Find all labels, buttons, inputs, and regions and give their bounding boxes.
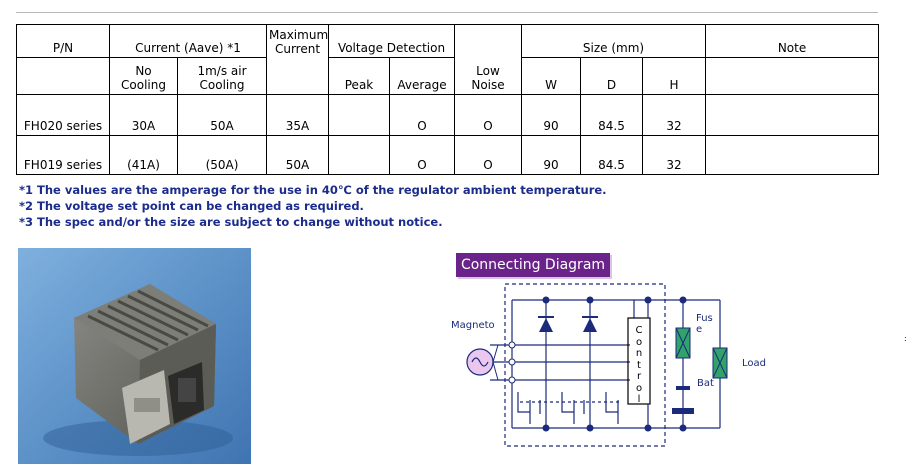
header-w: W [522,58,581,95]
header-air-cooling: 1m/s air Cooling [178,58,267,95]
bat-label: Bat [697,378,714,389]
cell-no-cooling: 30A [110,95,178,136]
cell-average: O [390,136,455,175]
header-d: D [581,58,643,95]
diagram-title: Connecting Diagram [456,253,610,277]
connecting-diagram [440,250,770,464]
cell-d: 84.5 [581,95,643,136]
magneto-label: Magneto [451,320,495,331]
product-photo [18,248,251,464]
header-low-noise-top [455,25,522,58]
header-voltage-detection: Voltage Detection [329,25,455,58]
cell-air-cooling: (50A) [178,136,267,175]
cell-note [706,95,879,136]
cell-d: 84.5 [581,136,643,175]
table-row [17,136,879,175]
battery-icon [676,386,690,390]
cell-average: O [390,95,455,136]
top-rule [16,12,878,13]
header-no-cooling: No Cooling [110,58,178,95]
cell-air-cooling: 50A [178,95,267,136]
cell-w: 90 [522,136,581,175]
header-peak: Peak [329,58,390,95]
diode [583,318,597,332]
cell-max-current: 50A [267,136,329,175]
cell-pn: FH019 series [17,136,110,175]
header-h: H [643,58,706,95]
cell-peak [329,136,390,175]
diode [539,318,553,332]
header-note-sub [706,58,879,95]
cell-h: 32 [643,136,706,175]
fuse-label: Fus e [696,313,713,335]
load-label: Load [742,358,766,369]
header-max-current: Maximum Current [267,25,329,58]
footnote-3: *3 The spec and/or the size are subject to change without notice. [19,215,443,229]
cell-no-cooling: (41A) [110,136,178,175]
cell-low-noise: O [455,95,522,136]
cell-pn: FH020 series [17,95,110,136]
header-average: Average [390,58,455,95]
footnote-1: *1 The values are the amperage for the use in 40℃ of the regulator ambient temperature. [19,183,607,197]
cell-max-current: 35A [267,95,329,136]
cell-low-noise: O [455,136,522,175]
header-note: Note [706,25,879,58]
header-max-current-sub [267,58,329,95]
table-row [17,95,879,136]
cell-w: 90 [522,95,581,136]
header-size: Size (mm) [522,25,706,58]
control-label: C o n t r o l [635,325,643,405]
header-pn: P/N [17,25,110,58]
cell-peak [329,95,390,136]
spec-table [16,24,879,175]
stray-mark: : [904,334,907,343]
footnote-2: *2 The voltage set point can be changed as required. [19,199,364,213]
header-pn-sub [17,58,110,95]
cell-h: 32 [643,95,706,136]
cell-note [706,136,879,175]
header-low-noise: Low Noise [455,58,522,95]
header-current: Current (Aave) *1 [110,25,267,58]
